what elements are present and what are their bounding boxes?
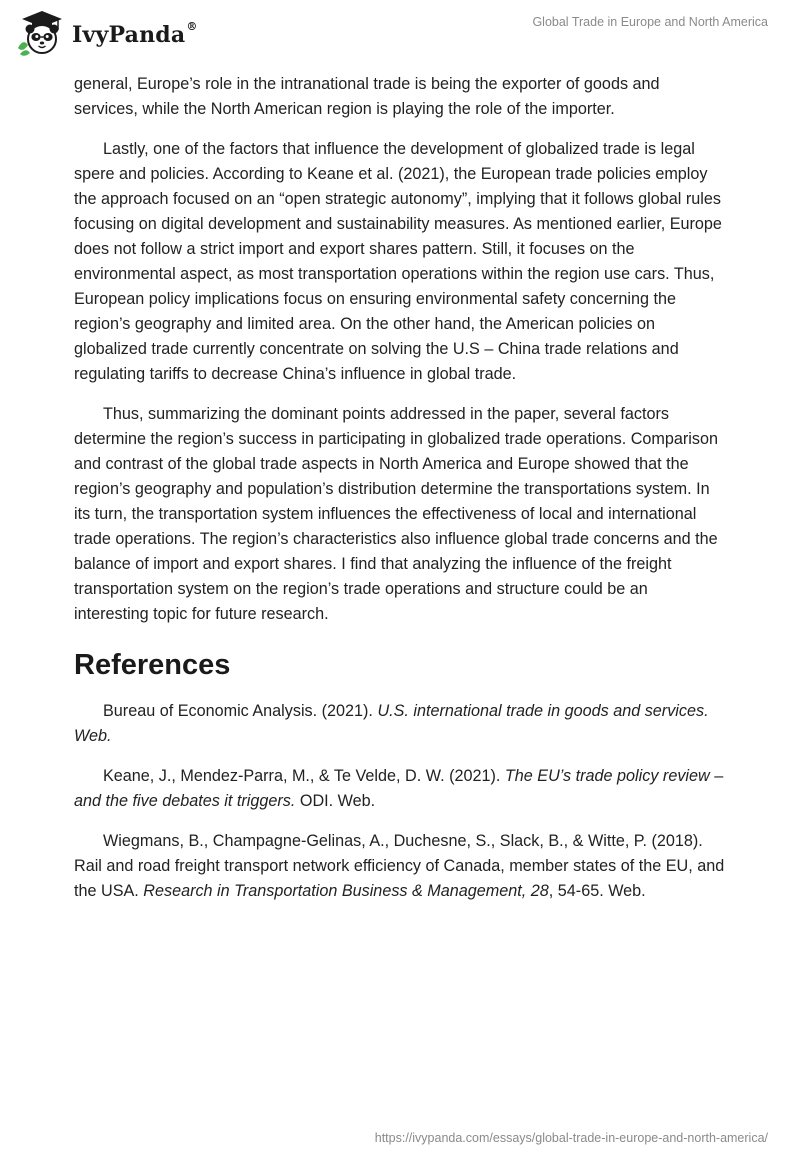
reference-item: Bureau of Economic Analysis. (2021). U.S. international trade in goods and services. Web. — [74, 702, 709, 745]
references-heading: References — [74, 649, 231, 681]
running-title: Global Trade in Europe and North America — [532, 15, 768, 29]
paragraph-continuation: general, Europe’s role in the intranational trade is being the exporter of goods and services, while the North American region is playing the role of the importer. — [74, 75, 660, 118]
ivypanda-logo[interactable] — [14, 8, 198, 56]
essay-body — [74, 72, 726, 904]
panda-graduate-icon — [14, 8, 66, 56]
logo-wordmark: IvyPanda® — [72, 20, 198, 48]
source-url[interactable]: https://ivypanda.com/essays/global-trade-in-europe-and-north-america/ — [374, 1131, 768, 1145]
reference-item: Keane, J., Mendez-Parra, M., & Te Velde, D. W. (2021). The EU’s trade policy review – and the five debates it triggers. ODI. Web. — [74, 767, 724, 810]
paragraph-conclusion: Thus, summarizing the dominant points addressed in the paper, several factors determine the region’s success in participating in globalized trade operations. Comparison and contrast of the global trade aspects in North America and Europe showed that the region’s geography and population’s distribution determine the transportations system. In its turn, the transportation system influences the effectiveness of local and international trade operations. The region’s characteristics also influence global trade concerns and the balance of import and export shares. I find that analyzing the influence of the freight transportation system on the region’s trade operations and structure could be an interesting topic for future research. — [74, 405, 718, 623]
reference-item: Wiegmans, B., Champagne-Gelinas, A., Duchesne, S., Slack, B., & Witte, P. (2018). Rail and road freight transport network efficiency of Canada, member states of the EU, and the USA. Research in Transportation Business & Management, 28, 54-65. Web. — [74, 832, 725, 900]
paragraph-policies: Lastly, one of the factors that influence the development of globalized trade is legal spere and policies. According to Keane et al. (2021), the European trade policies employ the approach focused on an “open strategic autonomy”, implying that it follows global rules focusing on digital development and sustainability measures. As mentioned earlier, Europe does not follow a strict import and export shares pattern. Still, it focuses on the environmental aspect, as most transportation operations within the region use cars. Thus, European policy implications focus on ensuring environmental safety concerning the region’s geography and limited area. On the other hand, the American policies on globalized trade currently concentrate on solving the U.S – China trade relations and regulating tariffs to decrease China’s influence in global trade. — [74, 140, 722, 383]
page-header — [0, 0, 800, 62]
